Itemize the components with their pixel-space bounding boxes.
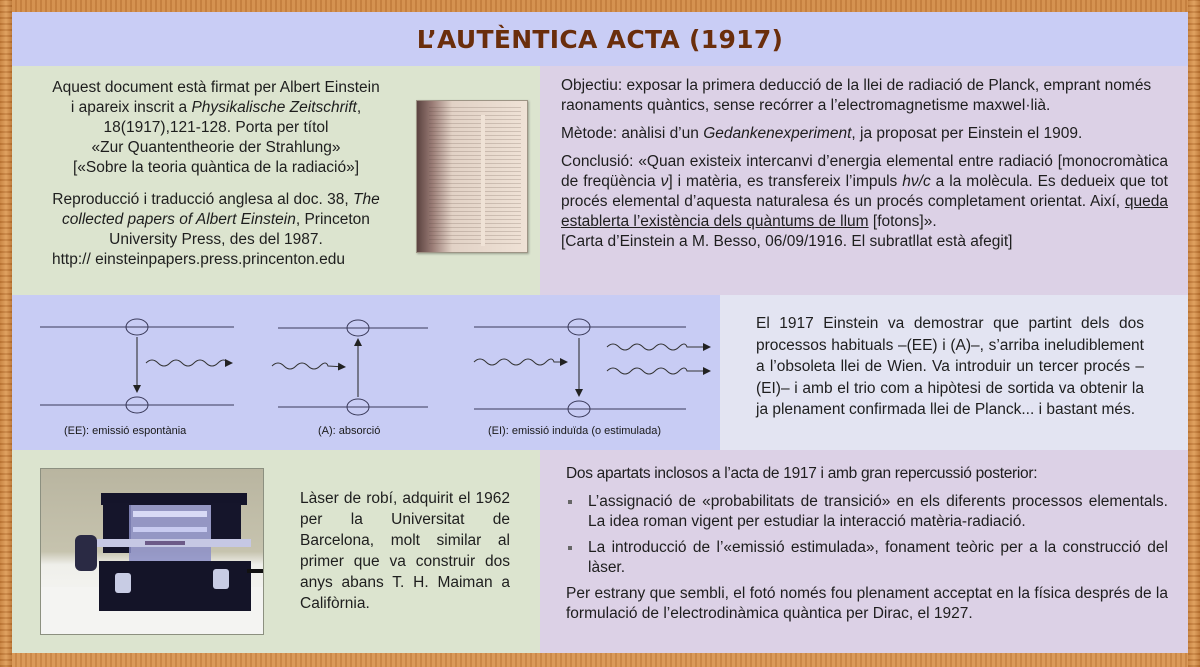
spontaneous-emission-diagram: [40, 319, 234, 413]
title-band: [12, 12, 1188, 66]
closing-text: , el fotó només fou plenament acceptat en la física després de la formulació de l’electrodinàmica quàntica per Dirac, el 1927.: [566, 585, 1168, 622]
list-item: La introducció de l’«emissió estimulada», fonament teòric per a la construcció del làser.: [566, 538, 1168, 578]
legacy-list: [566, 492, 1168, 578]
method-term: Gedankenexperiment: [703, 125, 852, 142]
diagram-label-ei: (EI): emissió induïda (o estimulada): [488, 425, 662, 437]
citation-text-segment: i apareix inscrit a: [70, 99, 192, 116]
laser-caption: Làser de robí, adquirit el 1962 per la Universitat de Barcelona, molt similar al primer que va construir dos anys abans T. H. Maiman a Califòrnia.: [300, 490, 510, 612]
method-label: Mètode: [561, 125, 613, 142]
diagram-label-ee: (EE): emissió espontània: [64, 425, 187, 437]
objective-text: : exposar la primera deducció de la llei de radiació de Planck, emprant només raonaments quàntics, sense recórrer a l’electromagnetisme maxwel·lià.: [561, 77, 1152, 114]
explanation-panel: [720, 295, 1188, 450]
citation-line: Aquest document està firmat per Albert Einstein: [52, 79, 380, 96]
conclusion-text: ] i matèria, es transfereix l’impuls: [668, 173, 903, 190]
conclusion: [561, 152, 1168, 232]
conclusion-text: a la molècula. Es dedueix que tot procés elemental d’aquesta naturalesa és un procés completament orientat. Així,: [561, 173, 1168, 210]
closing-note: [566, 584, 1168, 624]
citation-line: [26, 98, 406, 118]
conclusion-label: Conclusió: [561, 153, 630, 170]
reproduction-note: [26, 190, 406, 250]
url-link[interactable]: einsteinpapers.press.princenton.edu: [90, 251, 345, 268]
citation-text: [26, 78, 406, 270]
list-item: L’assignació de «probabilitats de transició» en els diferents processos elementals. La idea roman vigent per estudiar la interacció matèria-radiació.: [566, 492, 1168, 532]
momentum-formula: hν/c: [902, 173, 931, 190]
legacy-heading-text: Dos apartats inclosos a l’acta de 1917 i amb gran repercussió posterior: [566, 465, 1034, 482]
page-title: L’AUTÈNTICA ACTA (1917): [416, 24, 784, 54]
conclusion-text: [fotons]».: [868, 213, 937, 230]
citation-text-segment: , Princeton University Press, des del 1987.: [109, 211, 370, 248]
citation-line: «Zur Quantentheorie der Strahlung»: [91, 139, 341, 156]
objective-label: Objectiu: [561, 77, 618, 94]
explanation-text: El 1917 Einstein va demostrar que partint dels dos processos habituals –(EE) i (A)–, s’arriba ineludiblement a l’obsoleta llei de Wien. Va introduir un tercer procés –(EI)– i amb el trio com a hipòtesi de sortida va obtenir la ja plenament confirmada llei de Planck... i bastant més.: [756, 315, 1144, 418]
method: [561, 124, 1168, 144]
processes-diagram: [12, 295, 720, 450]
legacy-panel: [540, 450, 1188, 653]
citation-text-segment: ,: [356, 99, 362, 116]
laser-image: [41, 469, 264, 635]
reproduction-label: Reproducció i traducció anglesa: [52, 191, 273, 208]
stimulated-emission-diagram: [474, 319, 710, 417]
legacy-heading-colon: :: [1033, 465, 1038, 482]
method-text: : anàlisi d’un: [612, 125, 704, 142]
poster: [12, 12, 1188, 653]
wood-frame-left: [0, 0, 12, 667]
book-title: The collected papers of Albert Einstein: [62, 191, 380, 228]
ruby-laser-photo: [40, 468, 264, 635]
frequency-symbol: ν: [660, 173, 669, 190]
diagram-label-a: (A): absorció: [318, 425, 381, 437]
citation-panel: [12, 66, 540, 295]
citation-line: [«Sobre la teoria quàntica de la radiació»]: [72, 159, 360, 176]
closing-label: Per estrany que sembli: [566, 585, 725, 602]
objective: [561, 76, 1168, 116]
laser-panel: [12, 450, 540, 653]
url-prefix: http://: [52, 251, 91, 268]
absorption-diagram: [272, 320, 428, 415]
journal-name: Physikalische Zeitschrift: [191, 99, 357, 116]
legacy-heading: [566, 464, 1168, 484]
underlined-quote: queda establerta l’existència dels quàntums de llum: [561, 193, 1168, 230]
url-line: [26, 250, 406, 270]
citation-line: 18(1917),121-128. Porta per títol: [103, 119, 329, 136]
method-text: , ja proposat per Einstein el 1909.: [851, 125, 1083, 142]
document-thumbnail: [416, 100, 528, 253]
wood-frame-right: [1188, 0, 1200, 667]
summary-panel: [540, 66, 1188, 295]
citation-text-segment: al doc. 38,: [272, 191, 353, 208]
source-note: [Carta d’Einstein a M. Besso, 06/09/1916. El subratllat està afegit]: [561, 233, 1013, 250]
conclusion-text: : «Quan existeix intercanvi d’energia elemental entre radiació [monocromàtica de freqüència: [561, 153, 1168, 190]
